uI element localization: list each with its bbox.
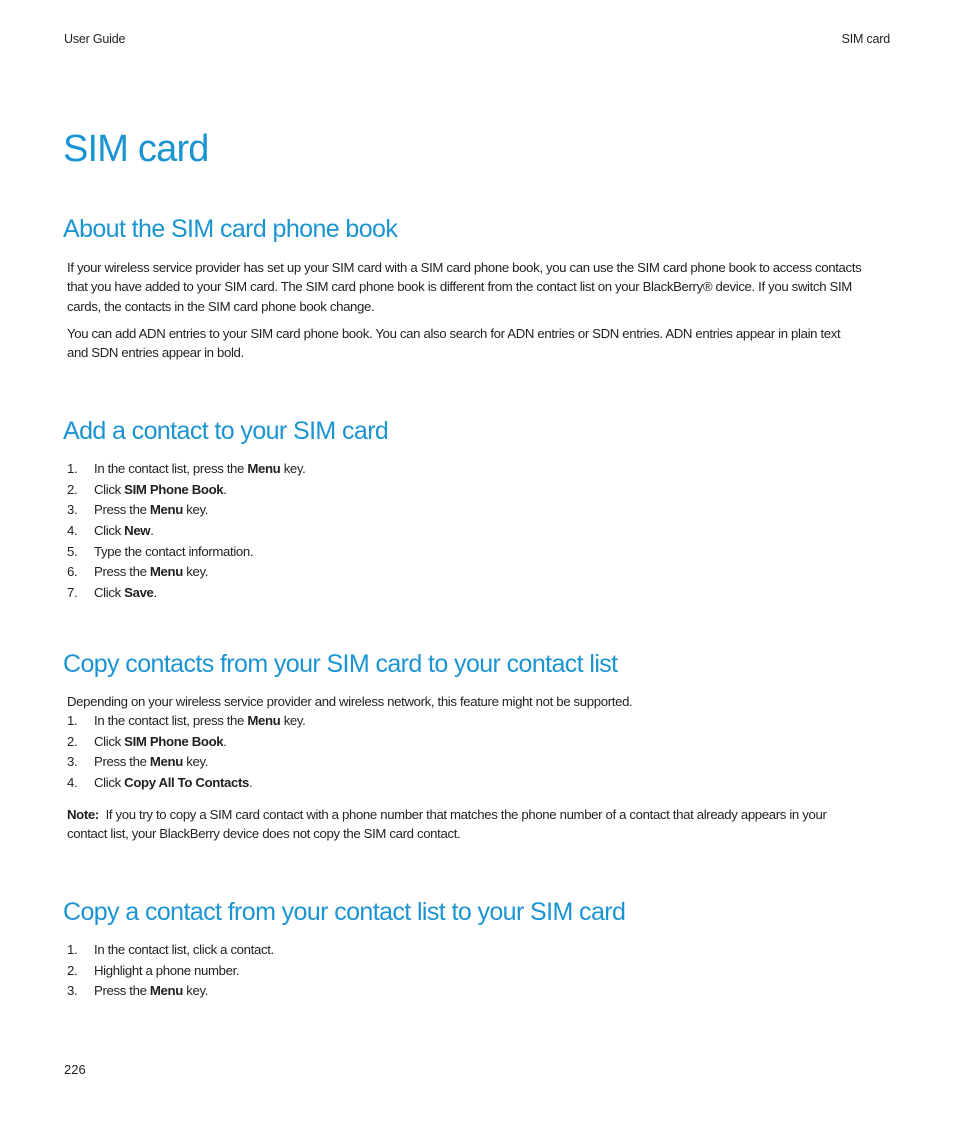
note-label: Note:: [67, 807, 99, 822]
step-item: 2. Click SIM Phone Book.: [67, 733, 227, 749]
about-paragraph-2: [67, 324, 897, 363]
step-item: 6. Press the Menu key.: [67, 564, 209, 580]
section-heading-copy-from-sim: Copy contacts from your SIM card to your contact list: [63, 650, 618, 678]
note-line-2: contact list, your BlackBerry device does not copy the SIM card contact.: [67, 826, 461, 842]
step-item: 3. Press the Menu key.: [67, 983, 209, 999]
about-p1-line-2: that you have added to your SIM card. The SIM card phone book is different from the contact list on your BlackBerry® device. If you switch SIM: [67, 279, 852, 295]
step-item: 2. Highlight a phone number.: [67, 962, 240, 978]
page-number: 226: [64, 1062, 86, 1077]
running-header-left: User Guide: [64, 32, 126, 46]
step-item: 5. Type the contact information.: [67, 543, 254, 559]
step-item: 1. In the contact list, press the Menu key.: [67, 713, 306, 728]
about-paragraph-1: [67, 258, 897, 316]
step-item: 1. In the contact list, click a contact.: [67, 942, 274, 957]
step-item: 7. Click Save.: [67, 585, 157, 601]
step-item: 3. Press the Menu key.: [67, 502, 209, 518]
about-p2-line-1: You can add ADN entries to your SIM card phone book. You can also search for ADN entries or SDN entries. ADN entries appear in plain text: [67, 326, 841, 341]
note-block: [67, 805, 897, 844]
copy-from-sim-steps: [67, 711, 306, 794]
step-item: 1. In the contact list, press the Menu key.: [67, 461, 306, 476]
step-item: 2. Click SIM Phone Book.: [67, 481, 227, 497]
step-item: 4. Click Copy All To Contacts.: [67, 775, 253, 791]
step-item: 4. Click New.: [67, 523, 154, 539]
about-p1-line-1: If your wireless service provider has set up your SIM card with a SIM card phone book, you can use the SIM card phone book to access contacts: [67, 260, 862, 275]
about-p2-line-2: and SDN entries appear in bold.: [67, 345, 244, 361]
add-contact-steps: [67, 459, 306, 604]
running-header-right: SIM card: [841, 32, 890, 46]
page-title: SIM card: [63, 128, 209, 170]
section-heading-about: About the SIM card phone book: [63, 215, 398, 243]
note-line-1: If you try to copy a SIM card contact with a phone number that matches the phone number of a contact that already appears in your: [105, 807, 827, 822]
step-item: 3. Press the Menu key.: [67, 754, 209, 770]
about-p1-line-3: cards, the contacts in the SIM card phone book change.: [67, 298, 375, 314]
section-heading-add-contact: Add a contact to your SIM card: [63, 417, 389, 445]
section-heading-copy-to-sim: Copy a contact from your contact list to your SIM card: [63, 898, 626, 926]
copy-from-sim-intro: Depending on your wireless service provider and wireless network, this feature might not be supported.: [67, 694, 633, 709]
copy-to-sim-steps: [67, 940, 274, 1002]
